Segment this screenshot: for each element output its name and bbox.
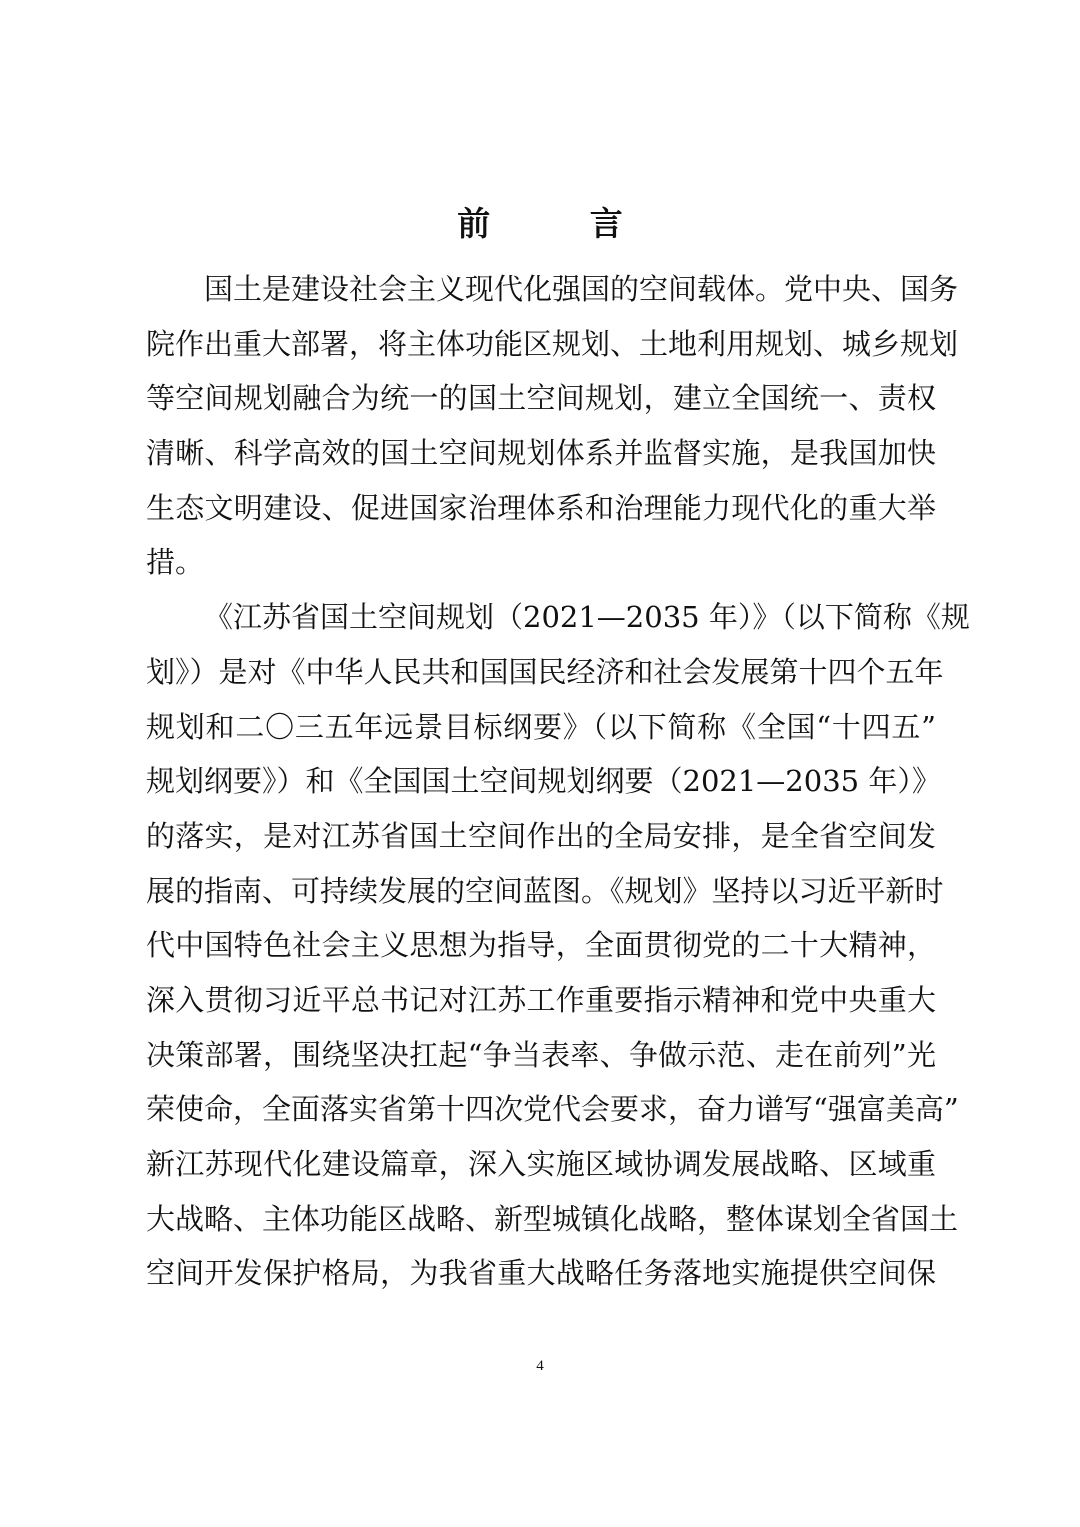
paragraph-2-line-11: 新江苏现代化建设篇章，深入实施区域协调发展战略、区域重 <box>146 1147 936 1181</box>
paragraph-2-line-12: 大战略、主体功能区战略、新型城镇化战略，整体谋划全省国土 <box>146 1201 959 1236</box>
paragraph-1-line-5: 生态文明建设、促进国家治理体系和治理能力现代化的重大举 <box>146 490 936 525</box>
paragraph-1-line-3: 等空间规划融合为统一的国土空间规划，建立全国统一、责权 <box>146 381 936 416</box>
paragraph-2-line-6: 展的指南、可持续发展的空间蓝图。《规划》坚持以习近平新时 <box>146 873 944 908</box>
paragraph-2-line-7: 代中国特色社会主义思想为指导，全面贯彻党的二十大精神， <box>146 928 936 963</box>
paragraph-2-line-5: 的落实，是对江苏省国土空间作出的全局安排，是全省空间发 <box>146 818 936 853</box>
paragraph-2-line-10: 荣使命，全面落实省第十四次党代会要求，奋力谱写“强富美高” <box>146 1092 959 1127</box>
paragraph-2-line-4: 规划纲要》）和《全国国土空间规划纲要（2021—2035 年）》 <box>146 764 941 799</box>
paragraph-1-line-4: 清晰、科学高效的国土空间规划体系并监督实施，是我国加快 <box>146 436 936 471</box>
paragraph-2-line-3: 规划和二〇三五年远景目标纲要》（以下简称《全国“十四五” <box>146 709 936 744</box>
paragraph-1-line-1: 国土是建设社会主义现代化强国的空间载体。党中央、国务 <box>204 272 959 306</box>
paragraph-2-line-8: 深入贯彻习近平总书记对江苏工作重要指示精神和党中央重大 <box>146 982 936 1017</box>
page-number: 4 <box>536 1358 544 1374</box>
paragraph-1-line-6: 措。 <box>146 545 205 580</box>
body-text <box>146 262 970 1301</box>
paragraph-2-line-13: 空间开发保护格局，为我省重大战略任务落地实施提供空间保 <box>146 1256 936 1291</box>
paragraph-2-line-9: 决策部署，围绕坚决扛起“争当表率、争做示范、走在前列”光 <box>146 1037 936 1072</box>
page-title: 前 言 <box>457 204 667 243</box>
paragraph-2-line-1: 《江苏省国土空间规划（2021—2035 年）》（以下简称《规 <box>204 600 970 635</box>
paragraph-1-line-2: 院作出重大部署，将主体功能区规划、土地利用规划、城乡规划 <box>146 326 959 361</box>
paragraph-2-line-2: 划》）是对《中华人民共和国国民经济和社会发展第十四个五年 <box>146 654 944 689</box>
